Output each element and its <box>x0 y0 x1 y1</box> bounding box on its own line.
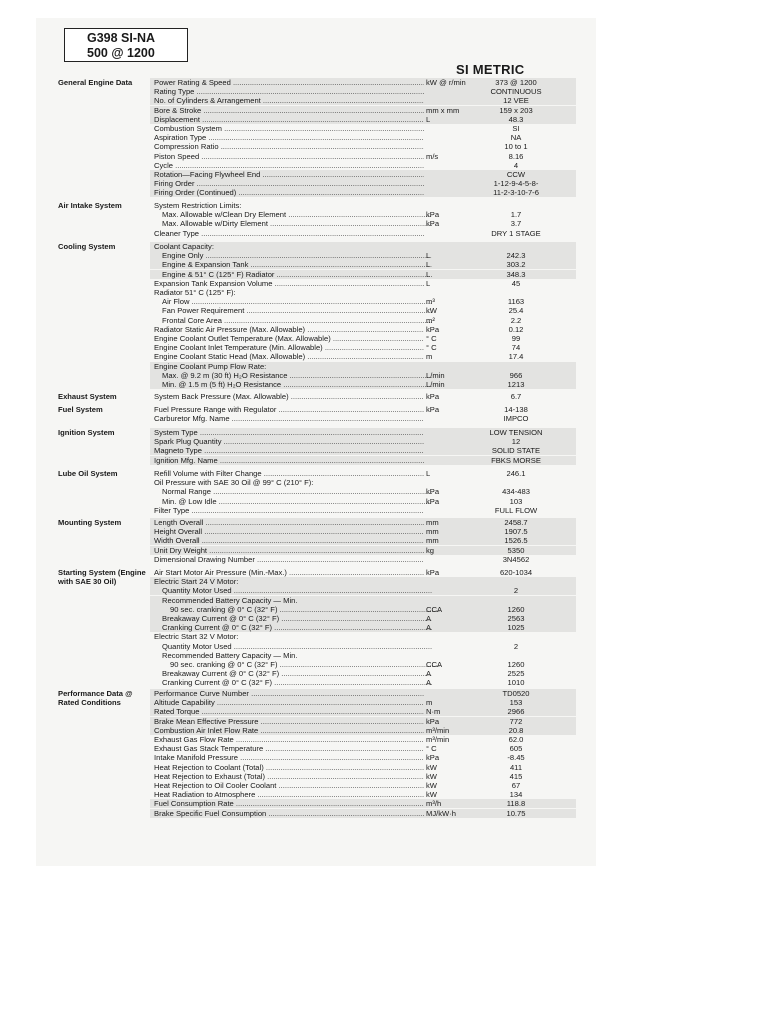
spec-label: Quantity Motor Used ..... <box>154 642 432 651</box>
spec-value: IMPCO <box>503 414 529 424</box>
spec-row <box>150 781 576 790</box>
spec-label: Performance Curve Number ..... <box>154 689 424 698</box>
spec-row <box>150 288 576 297</box>
spec-label: Engine Coolant Static Head (Max. Allowable) ..... <box>154 352 424 361</box>
model-rating: 500 @ 1200 <box>87 46 155 60</box>
spec-label: Recommended Battery Capacity — Min. <box>162 650 298 660</box>
spec-label: Fuel Consumption Rate ..... <box>154 799 424 808</box>
spec-value: 772 <box>509 716 523 726</box>
spec-label: Firing Order ..... <box>154 179 424 188</box>
spec-value: 3.7 <box>510 219 522 229</box>
spec-unit: A <box>426 614 432 623</box>
spec-row <box>150 614 576 623</box>
spec-label: Engine & Expansion Tank ..... <box>154 260 432 269</box>
spec-value: 11-2-3-10-7-6 <box>493 188 539 198</box>
spec-value: 2966 <box>507 707 525 717</box>
spec-label: Exhaust Gas Flow Rate ..... <box>154 735 424 744</box>
spec-label: 90 sec. cranking @ 0° C (32° F) ..... <box>154 660 440 669</box>
spec-label: Max. Allowable w/Dirty Element ..... <box>154 219 432 228</box>
spec-unit: kW <box>426 790 437 800</box>
spec-row <box>150 201 576 210</box>
spec-value: NA <box>510 133 522 143</box>
spec-value: 99 <box>511 334 521 343</box>
spec-unit: kW <box>426 762 437 772</box>
spec-label: Cleaner Type ..... <box>154 229 424 238</box>
spec-unit: m³/h <box>426 799 442 809</box>
spec-value: 2 <box>513 641 519 651</box>
spec-value: 2525 <box>507 669 525 679</box>
spec-label: Filter Type ..... <box>154 506 424 515</box>
spec-value: 159 x 203 <box>499 105 533 115</box>
spec-row <box>150 352 576 361</box>
spec-unit: kg <box>426 545 435 555</box>
spec-value: 373 @ 1200 <box>495 78 537 87</box>
spec-value: 1907.5 <box>504 527 528 537</box>
spec-label: Displacement ..... <box>154 115 424 124</box>
spec-row <box>150 242 576 251</box>
spec-unit: mm <box>426 536 439 546</box>
spec-row <box>150 568 576 577</box>
spec-label: Recommended Battery Capacity — Min. <box>162 595 298 605</box>
spec-label: Intake Manifold Pressure ..... <box>154 753 424 762</box>
spec-unit: m/s <box>426 151 439 161</box>
spec-label: Electric Start 32 V Motor: <box>154 632 239 642</box>
spec-value: DRY 1 STAGE <box>491 228 541 238</box>
spec-value: 348.3 <box>506 269 526 279</box>
spec-value: 17.4 <box>508 352 524 362</box>
spec-value: 605 <box>509 744 523 754</box>
spec-value: 118.8 <box>506 799 526 809</box>
spec-value: 2458.7 <box>504 518 528 527</box>
spec-label: Engine Coolant Pump Flow Rate: <box>154 361 267 371</box>
spec-label: Firing Order (Continued) ..... <box>154 188 424 197</box>
spec-value: 1260 <box>507 604 525 614</box>
spec-label: Power Rating & Speed ..... <box>154 78 424 87</box>
spec-label: Length Overall ..... <box>154 518 424 527</box>
spec-row <box>150 546 576 555</box>
spec-unit: L <box>426 269 431 279</box>
spec-value: 67 <box>511 781 521 790</box>
spec-unit: L <box>426 260 431 270</box>
spec-row <box>150 577 576 586</box>
spec-label: Dimensional Drawing Number ..... <box>154 555 424 564</box>
spec-value: 62.0 <box>508 735 524 744</box>
spec-label: Quantity Motor Used ..... <box>154 586 432 595</box>
spec-unit: L/min <box>426 380 445 389</box>
spec-label: Rated Torque ..... <box>154 707 424 716</box>
spec-row <box>150 188 576 197</box>
spec-row <box>150 161 576 170</box>
spec-row <box>150 469 576 478</box>
spec-label: Oil Pressure with SAE 30 Oil @ 99° C (210° F): <box>154 478 314 488</box>
spec-label: Combustion Air Inlet Flow Rate ..... <box>154 726 424 735</box>
spec-row <box>150 78 576 87</box>
spec-unit: kPa <box>426 487 440 497</box>
unit-system-heading: SI METRIC <box>456 62 525 77</box>
spec-value: 20.8 <box>508 725 524 735</box>
spec-row <box>150 251 576 260</box>
spec-label: Breakaway Current @ 0° C (32° F) ..... <box>154 669 432 678</box>
spec-label: System Restriction Limits: <box>154 201 242 210</box>
spec-row <box>150 392 576 401</box>
spec-value: 0.12 <box>508 324 524 334</box>
spec-value: 303.2 <box>506 260 526 270</box>
spec-row <box>150 527 576 536</box>
spec-label: Fan Power Requirement ..... <box>154 306 432 315</box>
section-label: Starting System (Engine with SAE 30 Oil) <box>58 568 146 586</box>
spec-label: Ignition Mfg. Name ..... <box>154 456 424 465</box>
spec-row <box>150 219 576 228</box>
spec-label: Normal Range ..... <box>154 487 432 496</box>
spec-label: Brake Specific Fuel Consumption ..... <box>154 809 424 818</box>
spec-label: Height Overall ..... <box>154 527 424 536</box>
spec-unit: kPa <box>426 405 440 414</box>
spec-value: 1025 <box>507 623 525 633</box>
spec-label: Electric Start 24 V Motor: <box>154 577 239 587</box>
spec-value: CCW <box>506 170 526 179</box>
spec-unit: A <box>426 678 432 688</box>
spec-value: TD0520 <box>502 689 530 698</box>
spec-value: 3N4562 <box>502 554 530 564</box>
spec-row <box>150 596 576 605</box>
section-label: Fuel System <box>58 405 103 414</box>
spec-row <box>150 371 576 380</box>
spec-value: 8.16 <box>508 151 524 161</box>
section-label: Mounting System <box>58 518 122 527</box>
spec-unit: m³/min <box>426 725 450 735</box>
spec-unit: kPa <box>426 219 440 229</box>
section-label: General Engine Data <box>58 78 133 87</box>
spec-row <box>150 651 576 660</box>
spec-value: SOLID STATE <box>491 446 541 456</box>
spec-label: Cranking Current @ 0° C (32° F) ..... <box>154 678 432 687</box>
spec-value: 1-12-9-4-5-8- <box>493 179 539 189</box>
spec-label: Min. @ 1.5 m (5 ft) H₂O Resistance ..... <box>154 380 432 389</box>
spec-row <box>150 446 576 455</box>
spec-row <box>150 210 576 219</box>
spec-row <box>150 115 576 124</box>
spec-value: LOW TENSION <box>489 428 543 437</box>
spec-value: 10.75 <box>506 808 526 818</box>
spec-row <box>150 297 576 306</box>
spec-value: 1526.5 <box>504 536 528 546</box>
spec-row <box>150 772 576 781</box>
spec-row <box>150 229 576 238</box>
spec-label: Engine & 51° C (125° F) Radiator ..... <box>154 270 432 279</box>
spec-row <box>150 87 576 96</box>
spec-value: FBKS MORSE <box>491 455 541 465</box>
spec-label: Air Start Motor Air Pressure (Min.-Max.) ..... <box>154 568 424 577</box>
spec-row <box>150 133 576 142</box>
spec-row <box>150 279 576 288</box>
spec-row <box>150 586 576 595</box>
spec-label: Combustion System ..... <box>154 124 424 133</box>
spec-row <box>150 260 576 269</box>
spec-label: Max. @ 9.2 m (30 ft) H₂O Resistance ..... <box>154 371 432 380</box>
spec-label: 90 sec. cranking @ 0° C (32° F) ..... <box>154 605 440 614</box>
spec-unit: kW <box>426 781 437 790</box>
spec-value: 6.7 <box>510 392 522 401</box>
spec-row <box>150 753 576 762</box>
section-label: Performance Data @ Rated Conditions <box>58 689 133 707</box>
spec-value: 12 VEE <box>503 96 529 106</box>
spec-row <box>150 497 576 506</box>
spec-label: System Back Pressure (Max. Allowable) ..... <box>154 392 424 401</box>
spec-unit: MJ/kW·h <box>426 808 456 818</box>
spec-row <box>150 405 576 414</box>
spec-label: Air Flow ..... <box>154 297 432 306</box>
spec-unit: A <box>426 623 432 633</box>
spec-unit: N·m <box>426 707 441 717</box>
spec-row <box>150 170 576 179</box>
spec-label: Cycle ..... <box>154 161 424 170</box>
spec-row <box>150 106 576 115</box>
spec-row <box>150 707 576 716</box>
spec-value: 1.7 <box>510 210 522 220</box>
spec-label: Max. Allowable w/Clean Dry Element ..... <box>154 210 432 219</box>
spec-label: Piston Speed ..... <box>154 152 424 161</box>
spec-label: Heat Radiation to Atmosphere ..... <box>154 790 424 799</box>
spec-value: 1010 <box>507 678 525 688</box>
spec-row <box>150 487 576 496</box>
spec-row <box>150 660 576 669</box>
spec-value: -8.45 <box>507 753 525 763</box>
spec-label: Altitude Capability ..... <box>154 698 424 707</box>
spec-row <box>150 334 576 343</box>
spec-label: Rotation—Facing Flywheel End ..... <box>154 170 424 179</box>
spec-value: 620-1034 <box>499 568 533 577</box>
spec-row <box>150 678 576 687</box>
spec-row <box>150 642 576 651</box>
spec-unit: ° C <box>426 334 437 343</box>
spec-value: 415 <box>509 771 523 781</box>
spec-value: 153 <box>509 698 523 708</box>
spec-label: Aspiration Type ..... <box>154 133 424 142</box>
spec-value: 2 <box>513 586 519 596</box>
spec-row <box>150 689 576 698</box>
section-label: Air Intake System <box>58 201 122 210</box>
spec-row <box>150 152 576 161</box>
spec-row <box>150 744 576 753</box>
spec-unit: m <box>426 698 433 708</box>
spec-value: 242.3 <box>506 251 526 261</box>
section-label: Exhaust System <box>58 392 117 401</box>
spec-row <box>150 605 576 614</box>
spec-row <box>150 555 576 564</box>
spec-row <box>150 179 576 188</box>
spec-value: 103 <box>509 496 523 506</box>
spec-row <box>150 306 576 315</box>
spec-unit: kPa <box>426 753 440 763</box>
spec-unit: A <box>426 669 432 679</box>
spec-label: Engine Coolant Inlet Temperature (Min. Allowable) ..... <box>154 343 424 352</box>
spec-value: 1260 <box>507 660 525 669</box>
model-title-box <box>64 28 188 62</box>
spec-value: 2.2 <box>510 315 522 325</box>
spec-row <box>150 380 576 389</box>
spec-value: 10 to 1 <box>504 142 528 152</box>
spec-unit: kPa <box>426 716 440 726</box>
spec-value: 14-138 <box>504 405 528 414</box>
spec-value: 434-483 <box>502 487 530 497</box>
spec-unit: ° C <box>426 744 437 754</box>
spec-value: 411 <box>509 762 523 772</box>
spec-row <box>150 124 576 133</box>
spec-unit: m³/min <box>426 735 450 744</box>
spec-label: Frontal Core Area ..... <box>154 316 432 325</box>
spec-label: Spark Plug Quantity ..... <box>154 437 424 446</box>
spec-unit: L/min <box>426 370 445 380</box>
spec-value: 134 <box>509 790 523 800</box>
spec-label: Heat Rejection to Coolant (Total) ..... <box>154 763 424 772</box>
spec-row <box>150 325 576 334</box>
spec-row <box>150 698 576 707</box>
spec-row <box>150 362 576 371</box>
spec-label: Engine Coolant Outlet Temperature (Max. Allowable) ..... <box>154 334 424 343</box>
spec-row <box>150 763 576 772</box>
spec-row <box>150 437 576 446</box>
spec-label: Unit Dry Weight ..... <box>154 546 424 555</box>
spec-value: 48.3 <box>508 114 524 124</box>
spec-row <box>150 343 576 352</box>
spec-value: 5350 <box>507 545 525 555</box>
spec-label: Brake Mean Effective Pressure ..... <box>154 717 424 726</box>
spec-value: 966 <box>509 370 523 380</box>
spec-unit: m² <box>426 315 435 325</box>
spec-row <box>150 536 576 545</box>
spec-row <box>150 518 576 527</box>
spec-label: Cranking Current @ 0° C (32° F) ..... <box>154 623 432 632</box>
spec-unit: kW <box>426 306 437 316</box>
spec-row <box>150 96 576 105</box>
spec-label: Radiator Static Air Pressure (Max. Allowable) ..... <box>154 325 424 334</box>
section-label: Cooling System <box>58 242 116 251</box>
spec-label: Exhaust Gas Stack Temperature ..... <box>154 744 424 753</box>
spec-value: 4 <box>513 160 519 170</box>
section-label: Lube Oil System <box>58 469 118 478</box>
section-label: Ignition System <box>58 428 115 437</box>
spec-label: Rating Type ..... <box>154 87 424 96</box>
spec-row <box>150 669 576 678</box>
spec-unit: mm <box>426 527 439 537</box>
spec-unit: mm x mm <box>426 105 460 115</box>
spec-unit: L <box>426 278 431 288</box>
spec-unit: L <box>426 114 431 124</box>
spec-label: Bore & Stroke ..... <box>154 106 424 115</box>
spec-row <box>150 316 576 325</box>
spec-row <box>150 270 576 279</box>
spec-label: System Type ..... <box>154 428 424 437</box>
spec-unit: kPa <box>426 392 440 401</box>
spec-unit: kW <box>426 771 437 781</box>
spec-value: 246.1 <box>506 469 526 478</box>
spec-label: Min. @ Low Idle ..... <box>154 497 432 506</box>
spec-row <box>150 506 576 515</box>
spec-row <box>150 456 576 465</box>
spec-value: 1163 <box>507 297 525 307</box>
spec-value: 45 <box>511 278 521 288</box>
spec-value: 1213 <box>507 380 525 389</box>
spec-label: Carburetor Mfg. Name ..... <box>154 414 424 423</box>
spec-value: SI <box>512 124 520 133</box>
spec-value: 25.4 <box>508 306 524 316</box>
spec-value: 12 <box>511 437 521 447</box>
spec-label: Breakaway Current @ 0° C (32° F) ..... <box>154 614 432 623</box>
spec-label: Fuel Pressure Range with Regulator ..... <box>154 405 424 414</box>
spec-label: Width Overall ..... <box>154 536 424 545</box>
spec-unit: kPa <box>426 324 440 334</box>
spec-value: 74 <box>511 343 521 353</box>
spec-label: Radiator 51° C (125° F): <box>154 288 236 297</box>
spec-unit: ° C <box>426 343 437 353</box>
spec-label: Refill Volume with Filter Change ..... <box>154 469 424 478</box>
spec-unit: kPa <box>426 496 440 506</box>
spec-value: 2563 <box>507 614 525 623</box>
spec-unit: L <box>426 469 431 478</box>
spec-unit: kPa <box>426 568 440 577</box>
spec-unit: mm <box>426 518 439 527</box>
spec-unit: L <box>426 251 431 261</box>
spec-row <box>150 726 576 735</box>
spec-unit: CCA <box>426 660 443 669</box>
spec-label: Compression Ratio ..... <box>154 142 424 151</box>
spec-row <box>150 790 576 799</box>
spec-unit: CCA <box>426 604 443 614</box>
spec-unit: m³ <box>426 297 435 307</box>
spec-label: Coolant Capacity: <box>154 242 214 251</box>
spec-label: Heat Rejection to Oil Cooler Coolant ..... <box>154 781 424 790</box>
spec-label: Expansion Tank Expansion Volume ..... <box>154 279 424 288</box>
model-name: G398 SI-NA <box>87 31 156 45</box>
spec-label: No. of Cylinders & Arrangement ..... <box>154 96 424 105</box>
spec-row <box>150 799 576 808</box>
spec-row <box>150 735 576 744</box>
spec-row <box>150 717 576 726</box>
spec-row <box>150 809 576 818</box>
spec-row <box>150 428 576 437</box>
spec-unit: kW @ r/min <box>426 78 466 87</box>
spec-row <box>150 632 576 641</box>
spec-value: CONTINUOUS <box>490 87 542 97</box>
spec-row <box>150 623 576 632</box>
spec-value: FULL FLOW <box>494 505 538 515</box>
spec-row <box>150 414 576 423</box>
spec-unit: kPa <box>426 210 440 220</box>
spec-label: Magneto Type ..... <box>154 446 424 455</box>
spec-label: Engine Only ..... <box>154 251 432 260</box>
spec-row <box>150 142 576 151</box>
spec-unit: m <box>426 352 433 362</box>
spec-label: Heat Rejection to Exhaust (Total) ..... <box>154 772 424 781</box>
spec-row <box>150 478 576 487</box>
